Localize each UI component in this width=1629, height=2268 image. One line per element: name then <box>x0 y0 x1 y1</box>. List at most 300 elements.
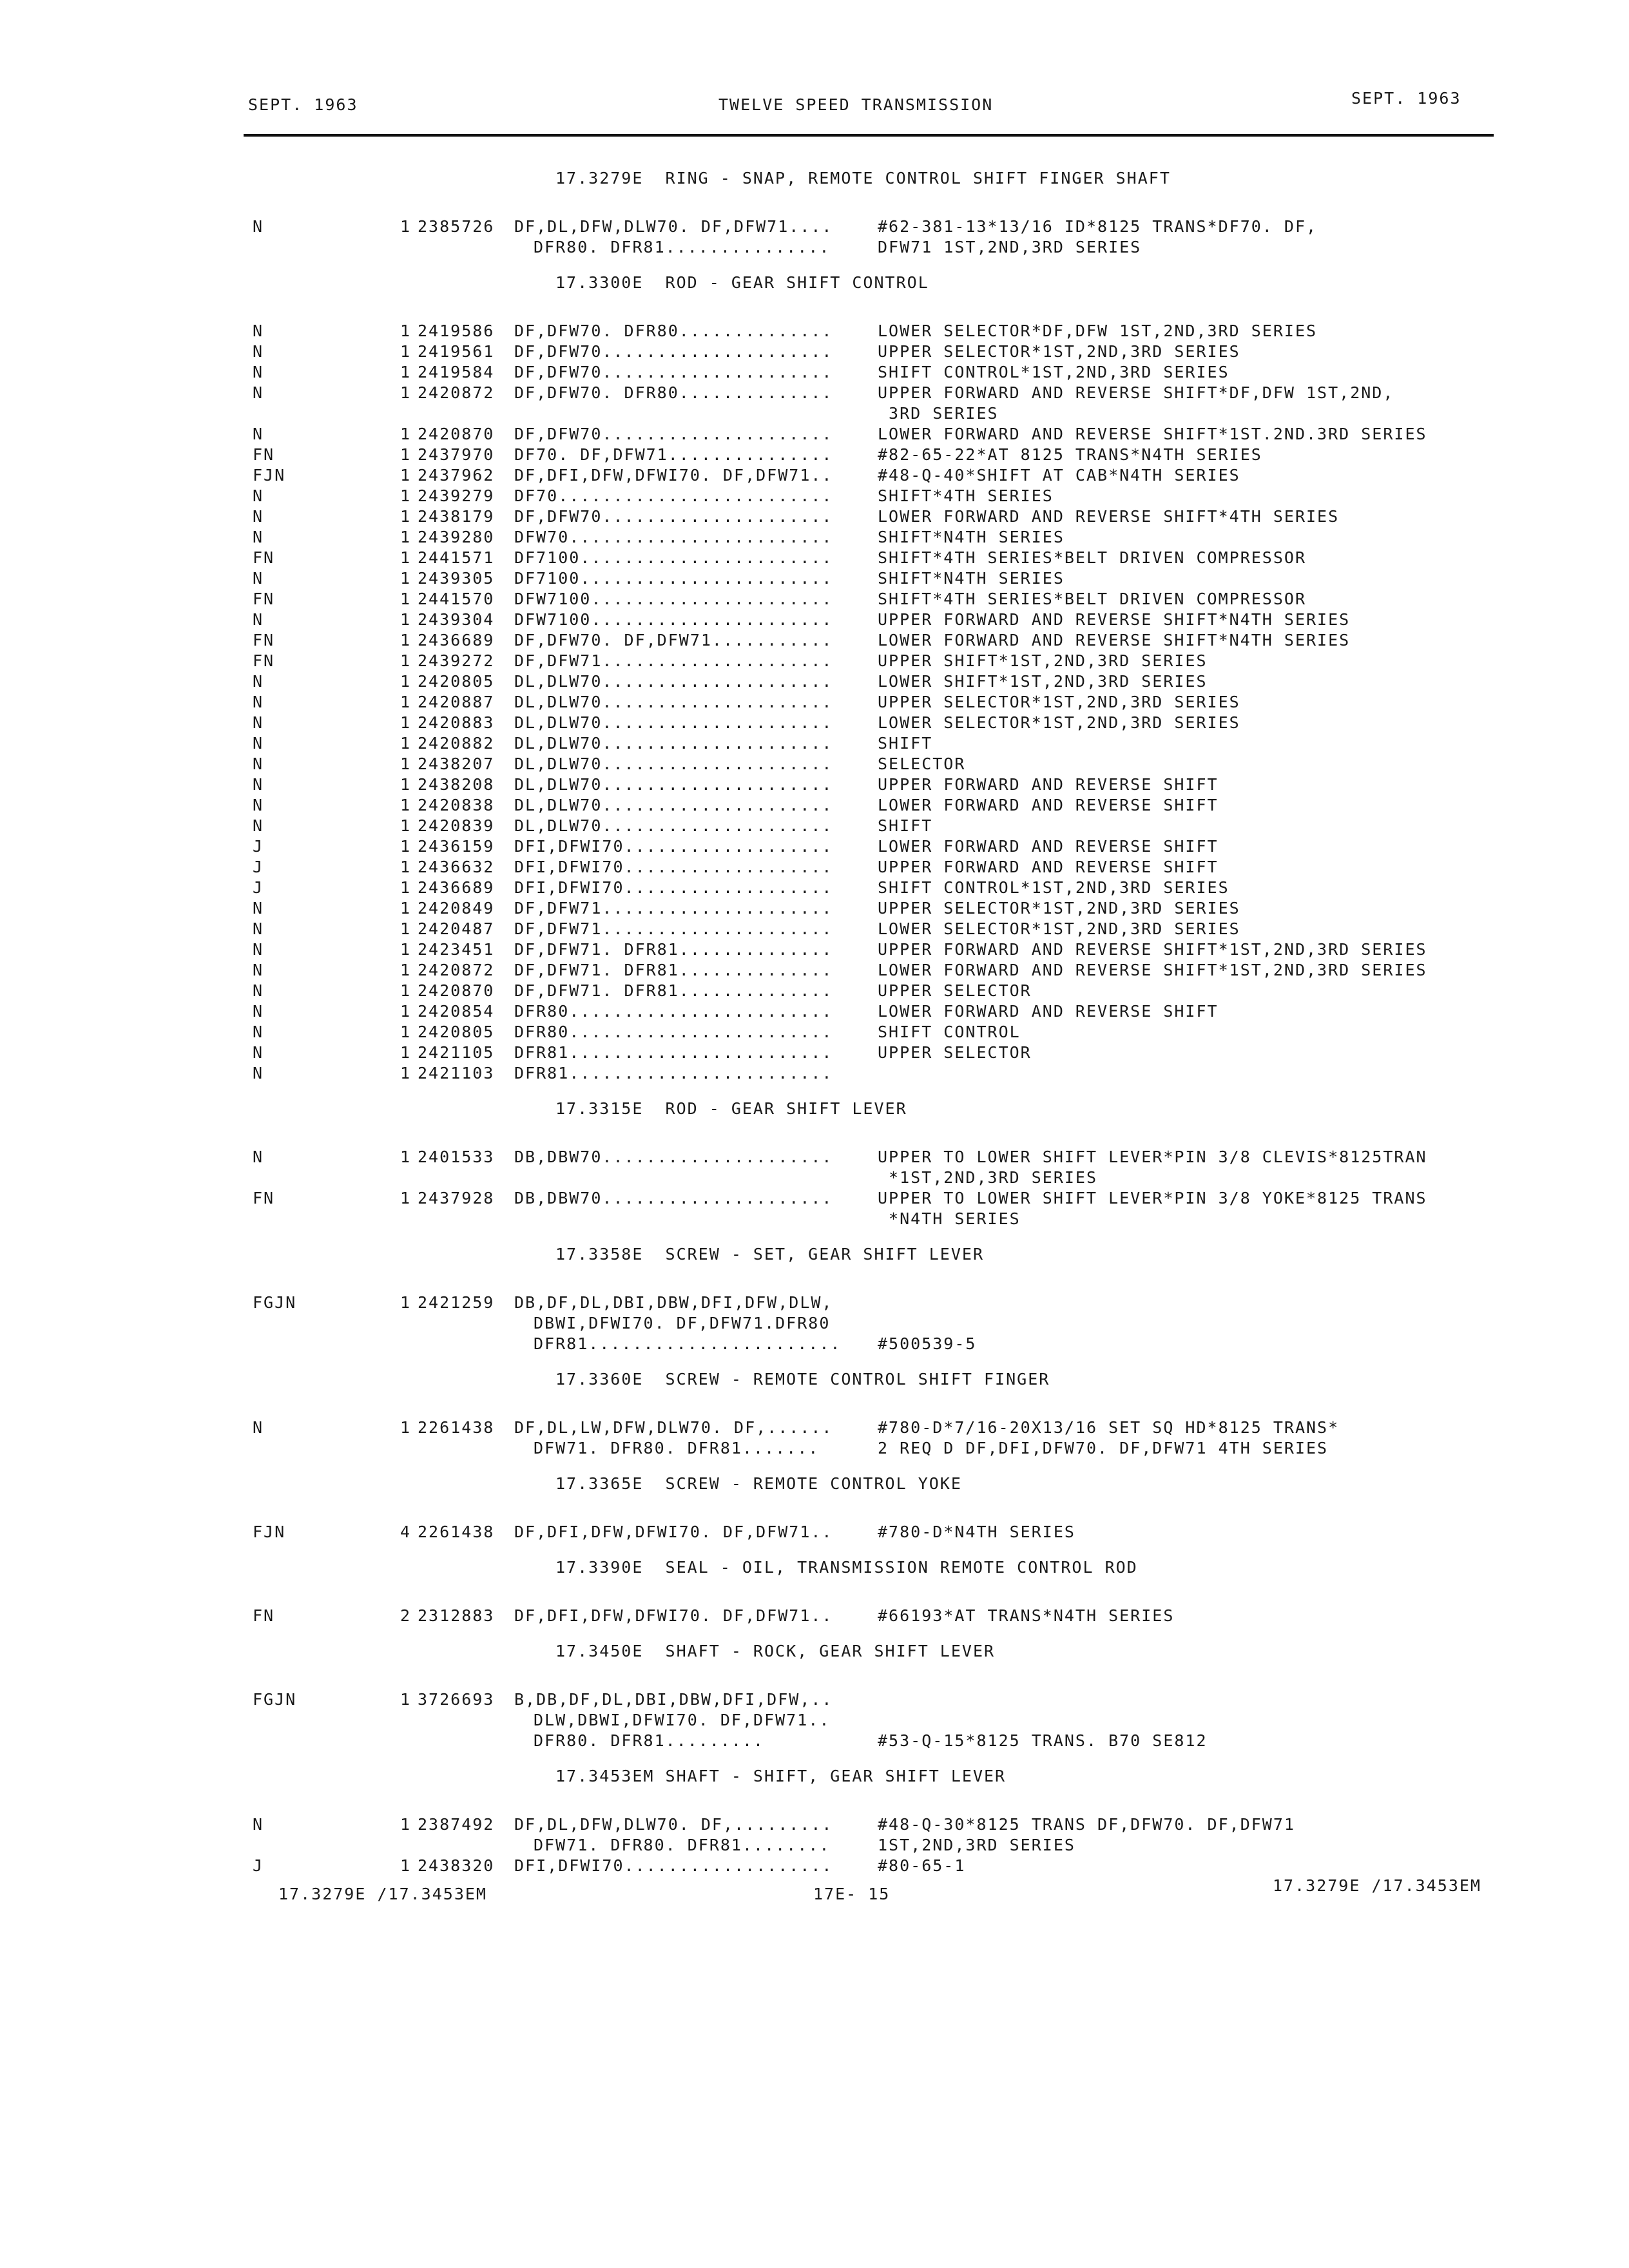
part-row <box>0 1689 1629 1710</box>
part-row-continuation <box>0 1710 1629 1731</box>
part-part: 2438320 <box>418 1856 495 1875</box>
part-qty: 1 <box>400 858 411 876</box>
part-row <box>0 919 1629 939</box>
part-app: DFR81........................ <box>514 1043 833 1062</box>
header-date-right: SEPT. 1963 <box>1351 89 1461 108</box>
part-desc: #48-Q-30*8125 TRANS DF,DFW70. DF,DFW71 <box>878 1815 1295 1834</box>
part-desc: LOWER FORWARD AND REVERSE SHIFT*1ST,2ND,3RD SERIES <box>878 961 1427 979</box>
section-title: 17.3358E SCREW - SET, GEAR SHIFT LEVER <box>555 1245 984 1264</box>
part-app: DFI,DFWI70................... <box>514 1856 833 1875</box>
part-row <box>0 1293 1629 1313</box>
part-app: DFI,DFWI70................... <box>514 858 833 876</box>
part-app: DF70......................... <box>514 486 833 505</box>
part-qty: 1 <box>400 610 411 629</box>
part-part: 2420838 <box>418 796 495 814</box>
part-desc: LOWER FORWARD AND REVERSE SHIFT*1ST.2ND.3RD SERIES <box>878 425 1427 443</box>
part-desc: LOWER SELECTOR*1ST,2ND,3RD SERIES <box>878 919 1240 938</box>
part-part: 2419586 <box>418 322 495 340</box>
part-desc: LOWER FORWARD AND REVERSE SHIFT <box>878 837 1219 856</box>
part-app: DL,DLW70..................... <box>514 816 833 835</box>
part-desc: #66193*AT TRANS*N4TH SERIES <box>878 1606 1175 1625</box>
part-qty: 1 <box>400 940 411 959</box>
part-qty: 1 <box>400 631 411 649</box>
part-app: DFR80. DFR81......... <box>534 1731 765 1750</box>
part-part: 2438207 <box>418 754 495 773</box>
part-app: DB,DF,DL,DBI,DBW,DFI,DFW,DLW, <box>514 1293 833 1312</box>
part-desc: SHIFT*N4TH SERIES <box>878 569 1065 588</box>
part-desc: #780-D*7/16-20X13/16 SET SQ HD*8125 TRANS* <box>878 1418 1340 1437</box>
part-desc: SHIFT CONTROL <box>878 1023 1021 1041</box>
part-qty: 1 <box>400 837 411 856</box>
parts-list <box>0 153 1629 1876</box>
part-app: DFR81....................... <box>534 1334 842 1353</box>
part-qty: 1 <box>400 878 411 897</box>
part-qty: 1 <box>400 713 411 732</box>
part-part: 2438208 <box>418 775 495 794</box>
part-row <box>0 486 1629 506</box>
part-code: FN <box>253 1606 275 1625</box>
part-qty: 1 <box>400 1189 411 1207</box>
part-code: N <box>253 713 264 732</box>
part-app: DF,DFW70. DFR80.............. <box>514 383 833 402</box>
part-app: DF,DFW70. DF,DFW71........... <box>514 631 833 649</box>
part-part: 2419561 <box>418 342 495 361</box>
part-app: DFI,DFWI70................... <box>514 837 833 856</box>
part-code: N <box>253 1064 264 1082</box>
part-row-continuation <box>0 1313 1629 1334</box>
part-part: 2420883 <box>418 713 495 732</box>
header-title: TWELVE SPEED TRANSMISSION <box>718 95 994 114</box>
part-row <box>0 1814 1629 1835</box>
part-row <box>0 713 1629 733</box>
part-code: FN <box>253 651 275 670</box>
part-desc: #500539-5 <box>878 1334 977 1353</box>
parts-section <box>0 1555 1629 1626</box>
part-row-continuation <box>0 237 1629 258</box>
part-part: 2312883 <box>418 1606 495 1625</box>
part-part: 2385726 <box>418 217 495 236</box>
part-desc: #48-Q-40*SHIFT AT CAB*N4TH SERIES <box>878 466 1240 485</box>
part-app: DF,DFI,DFW,DFWI70. DF,DFW71.. <box>514 466 833 485</box>
part-row <box>0 1606 1629 1626</box>
part-part: 2420854 <box>418 1002 495 1021</box>
part-desc: UPPER FORWARD AND REVERSE SHIFT*DF,DFW 1ST,2ND, <box>878 383 1394 402</box>
part-row <box>0 1188 1629 1209</box>
part-qty: 1 <box>400 754 411 773</box>
part-desc: UPPER FORWARD AND REVERSE SHIFT*1ST,2ND,3RD SERIES <box>878 940 1427 959</box>
part-desc: #53-Q-15*8125 TRANS. B70 SE812 <box>878 1731 1208 1750</box>
parts-section <box>0 166 1629 258</box>
part-row <box>0 795 1629 816</box>
part-part: 2436689 <box>418 878 495 897</box>
part-desc: SHIFT CONTROL*1ST,2ND,3RD SERIES <box>878 363 1229 381</box>
part-app: DL,DLW70..................... <box>514 713 833 732</box>
part-code: N <box>253 693 264 711</box>
part-qty: 1 <box>400 981 411 1000</box>
part-code: FN <box>253 445 275 464</box>
part-app: DF70. DF,DFW71............... <box>514 445 833 464</box>
part-row <box>0 445 1629 465</box>
part-code: N <box>253 919 264 938</box>
part-qty: 1 <box>400 796 411 814</box>
part-desc: LOWER FORWARD AND REVERSE SHIFT*4TH SERIES <box>878 507 1340 526</box>
part-desc: SHIFT CONTROL*1ST,2ND,3RD SERIES <box>878 878 1229 897</box>
part-row <box>0 898 1629 919</box>
part-qty: 1 <box>400 672 411 691</box>
part-app: DF,DFI,DFW,DFWI70. DF,DFW71.. <box>514 1523 833 1541</box>
part-row <box>0 341 1629 362</box>
parts-section <box>0 1367 1629 1459</box>
part-app: DF,DL,DFW,DLW70. DF,......... <box>514 1815 833 1834</box>
part-qty: 1 <box>400 1293 411 1312</box>
part-part: 2420887 <box>418 693 495 711</box>
part-desc: 1ST,2ND,3RD SERIES <box>878 1836 1075 1854</box>
part-row <box>0 216 1629 237</box>
part-desc: LOWER FORWARD AND REVERSE SHIFT*N4TH SERIES <box>878 631 1351 649</box>
part-code: N <box>253 981 264 1000</box>
part-desc: UPPER SELECTOR*1ST,2ND,3RD SERIES <box>878 342 1240 361</box>
parts-section <box>0 271 1629 1084</box>
part-app: DFW70........................ <box>514 528 833 546</box>
part-desc: SHIFT*4TH SERIES*BELT DRIVEN COMPRESSOR <box>878 548 1306 567</box>
part-desc: UPPER SELECTOR*1ST,2ND,3RD SERIES <box>878 899 1240 918</box>
part-part: 2420849 <box>418 899 495 918</box>
part-app: DFI,DFWI70................... <box>514 878 833 897</box>
part-code: FJN <box>253 1523 286 1541</box>
part-part: 2436689 <box>418 631 495 649</box>
part-code: N <box>253 342 264 361</box>
part-code: FGJN <box>253 1690 297 1709</box>
part-row <box>0 383 1629 403</box>
part-part: 2420870 <box>418 981 495 1000</box>
parts-section <box>0 1639 1629 1751</box>
part-part: 2437962 <box>418 466 495 485</box>
part-row <box>0 527 1629 548</box>
part-code: FN <box>253 1189 275 1207</box>
part-part: 2439304 <box>418 610 495 629</box>
part-part: 2420872 <box>418 383 495 402</box>
part-row <box>0 1063 1629 1084</box>
part-desc: SHIFT*N4TH SERIES <box>878 528 1065 546</box>
part-part: 2437928 <box>418 1189 495 1207</box>
part-part: 2420805 <box>418 1023 495 1041</box>
part-part: 2421103 <box>418 1064 495 1082</box>
part-code: N <box>253 754 264 773</box>
part-app: DFW71. DFR80. DFR81....... <box>534 1439 820 1457</box>
part-part: 2438179 <box>418 507 495 526</box>
part-app: DF,DFI,DFW,DFWI70. DF,DFW71.. <box>514 1606 833 1625</box>
part-desc: LOWER FORWARD AND REVERSE SHIFT <box>878 796 1219 814</box>
part-app: DL,DLW70..................... <box>514 693 833 711</box>
part-qty: 1 <box>400 363 411 381</box>
part-row <box>0 733 1629 754</box>
part-desc: *1ST,2ND,3RD SERIES <box>878 1168 1098 1187</box>
part-app: DFW71. DFR80. DFR81........ <box>534 1836 831 1854</box>
part-code: N <box>253 775 264 794</box>
part-code: N <box>253 425 264 443</box>
part-app: DFR81........................ <box>514 1064 833 1082</box>
part-desc: SHIFT <box>878 734 933 753</box>
part-desc: SHIFT*4TH SERIES <box>878 486 1054 505</box>
part-code: FN <box>253 548 275 567</box>
section-title: 17.3453EM SHAFT - SHIFT, GEAR SHIFT LEVER <box>555 1767 1007 1785</box>
part-qty: 1 <box>400 651 411 670</box>
part-row <box>0 362 1629 383</box>
part-desc: UPPER SHIFT*1ST,2ND,3RD SERIES <box>878 651 1208 670</box>
part-row <box>0 424 1629 445</box>
part-part: 2436632 <box>418 858 495 876</box>
part-code: N <box>253 569 264 588</box>
part-code: FN <box>253 590 275 608</box>
part-row <box>0 506 1629 527</box>
part-row <box>0 589 1629 610</box>
section-title: 17.3300E ROD - GEAR SHIFT CONTROL <box>555 273 929 292</box>
part-row <box>0 1856 1629 1876</box>
part-qty: 1 <box>400 528 411 546</box>
part-row <box>0 981 1629 1001</box>
part-row <box>0 1001 1629 1022</box>
part-qty: 1 <box>400 466 411 485</box>
part-code: N <box>253 1002 264 1021</box>
part-part: 2420805 <box>418 672 495 691</box>
part-qty: 1 <box>400 322 411 340</box>
part-row <box>0 1418 1629 1438</box>
part-row <box>0 671 1629 692</box>
part-part: 2423451 <box>418 940 495 959</box>
part-app: DL,DLW70..................... <box>514 775 833 794</box>
part-app: DL,DLW70..................... <box>514 796 833 814</box>
part-app: DL,DLW70..................... <box>514 734 833 753</box>
part-code: N <box>253 528 264 546</box>
part-code: N <box>253 383 264 402</box>
part-qty: 1 <box>400 919 411 938</box>
part-code: N <box>253 1418 264 1437</box>
part-part: 2439305 <box>418 569 495 588</box>
part-qty: 1 <box>400 1418 411 1437</box>
part-app: DBWI,DFWI70. DF,DFW71.DFR80 <box>534 1314 831 1332</box>
part-row <box>0 692 1629 713</box>
part-app: DL,DLW70..................... <box>514 754 833 773</box>
part-code: N <box>253 507 264 526</box>
part-qty: 1 <box>400 342 411 361</box>
part-code: J <box>253 837 264 856</box>
part-desc: 2 REQ D DF,DFI,DFW70. DF,DFW71 4TH SERIES <box>878 1439 1329 1457</box>
part-row <box>0 836 1629 857</box>
part-row-continuation <box>0 1334 1629 1354</box>
part-part: 2439280 <box>418 528 495 546</box>
part-code: N <box>253 796 264 814</box>
part-code: J <box>253 858 264 876</box>
part-desc: SELECTOR <box>878 754 966 773</box>
part-qty: 1 <box>400 548 411 567</box>
part-desc: LOWER SELECTOR*1ST,2ND,3RD SERIES <box>878 713 1240 732</box>
part-qty: 1 <box>400 1856 411 1875</box>
part-part: 2421105 <box>418 1043 495 1062</box>
part-part: 2401533 <box>418 1148 495 1166</box>
part-row <box>0 878 1629 898</box>
part-row-continuation <box>0 403 1629 424</box>
part-qty: 1 <box>400 590 411 608</box>
part-app: DB,DBW70..................... <box>514 1189 833 1207</box>
part-part: 2420882 <box>418 734 495 753</box>
part-app: DLW,DBWI,DFWI70. DF,DFW71.. <box>534 1711 831 1729</box>
part-qty: 1 <box>400 961 411 979</box>
part-qty: 1 <box>400 425 411 443</box>
part-code: N <box>253 940 264 959</box>
part-app: DL,DLW70..................... <box>514 672 833 691</box>
part-qty: 1 <box>400 816 411 835</box>
part-part: 2439279 <box>418 486 495 505</box>
part-code: N <box>253 610 264 629</box>
part-qty: 1 <box>400 734 411 753</box>
part-app: DFW7100...................... <box>514 590 833 608</box>
part-code: FGJN <box>253 1293 297 1312</box>
part-part: 2419584 <box>418 363 495 381</box>
part-qty: 1 <box>400 693 411 711</box>
part-qty: 2 <box>400 1606 411 1625</box>
part-part: 2441571 <box>418 548 495 567</box>
part-desc: UPPER FORWARD AND REVERSE SHIFT <box>878 775 1219 794</box>
part-desc: UPPER SELECTOR <box>878 981 1032 1000</box>
part-code: N <box>253 899 264 918</box>
section-title: 17.3365E SCREW - REMOTE CONTROL YOKE <box>555 1474 962 1493</box>
part-code: J <box>253 1856 264 1875</box>
part-desc: UPPER FORWARD AND REVERSE SHIFT*N4TH SERIES <box>878 610 1351 629</box>
footer-range-left: 17.3279E /17.3453EM <box>278 1885 487 1903</box>
part-row-continuation <box>0 1835 1629 1856</box>
part-app: DFR80. DFR81............... <box>534 238 831 256</box>
part-app: DF,DFW71..................... <box>514 919 833 938</box>
part-qty: 1 <box>400 486 411 505</box>
part-part: 2420872 <box>418 961 495 979</box>
part-app: DF,DFW71. DFR81.............. <box>514 961 833 979</box>
part-app: DF,DFW71. DFR81.............. <box>514 940 833 959</box>
part-row <box>0 465 1629 486</box>
part-app: B,DB,DF,DL,DBI,DBW,DFI,DFW,.. <box>514 1690 833 1709</box>
part-part: 2420870 <box>418 425 495 443</box>
parts-section <box>0 1242 1629 1354</box>
part-qty: 1 <box>400 1815 411 1834</box>
part-app: DFR80........................ <box>514 1002 833 1021</box>
part-app: DFR80........................ <box>514 1023 833 1041</box>
part-qty: 1 <box>400 899 411 918</box>
part-part: 2437970 <box>418 445 495 464</box>
part-qty: 1 <box>400 1064 411 1082</box>
part-qty: 1 <box>400 445 411 464</box>
section-title: 17.3450E SHAFT - ROCK, GEAR SHIFT LEVER <box>555 1642 996 1660</box>
part-app: DF,DFW70..................... <box>514 342 833 361</box>
part-row-continuation <box>0 1731 1629 1751</box>
part-app: DF7100....................... <box>514 548 833 567</box>
part-qty: 1 <box>400 1690 411 1709</box>
part-desc: 3RD SERIES <box>878 404 999 423</box>
footer-range-right: 17.3279E /17.3453EM <box>1273 1876 1481 1895</box>
part-desc: SHIFT*4TH SERIES*BELT DRIVEN COMPRESSOR <box>878 590 1306 608</box>
part-code: N <box>253 322 264 340</box>
part-code: N <box>253 961 264 979</box>
part-part: 2387492 <box>418 1815 495 1834</box>
section-title: 17.3360E SCREW - REMOTE CONTROL SHIFT FINGER <box>555 1370 1050 1389</box>
part-desc: UPPER TO LOWER SHIFT LEVER*PIN 3/8 YOKE*8125 TRANS <box>878 1189 1427 1207</box>
part-code: N <box>253 1148 264 1166</box>
part-row <box>0 651 1629 671</box>
part-qty: 1 <box>400 217 411 236</box>
part-desc: LOWER SELECTOR*DF,DFW 1ST,2ND,3RD SERIES <box>878 322 1318 340</box>
part-row <box>0 321 1629 341</box>
section-title: 17.3390E SEAL - OIL, TRANSMISSION REMOTE CONTROL ROD <box>555 1558 1138 1577</box>
part-desc: SHIFT <box>878 816 933 835</box>
part-qty: 1 <box>400 775 411 794</box>
part-row <box>0 816 1629 836</box>
section-title: 17.3315E ROD - GEAR SHIFT LEVER <box>555 1099 907 1118</box>
header-date-left: SEPT. 1963 <box>248 95 358 114</box>
part-code: FN <box>253 631 275 649</box>
part-code: N <box>253 734 264 753</box>
part-part: 2261438 <box>418 1523 495 1541</box>
part-app: DF,DFW70..................... <box>514 363 833 381</box>
header-rule <box>244 134 1494 137</box>
part-desc: #780-D*N4TH SERIES <box>878 1523 1075 1541</box>
part-row-continuation <box>0 1209 1629 1229</box>
parts-section <box>0 1764 1629 1876</box>
part-part: 3726693 <box>418 1690 495 1709</box>
part-row <box>0 857 1629 878</box>
part-desc: LOWER SHIFT*1ST,2ND,3RD SERIES <box>878 672 1208 691</box>
part-desc: UPPER FORWARD AND REVERSE SHIFT <box>878 858 1219 876</box>
part-part: 2420839 <box>418 816 495 835</box>
part-part: 2439272 <box>418 651 495 670</box>
part-row <box>0 1522 1629 1542</box>
part-qty: 4 <box>400 1523 411 1541</box>
part-desc: *N4TH SERIES <box>878 1209 1021 1228</box>
part-code: J <box>253 878 264 897</box>
part-desc: #80-65-1 <box>878 1856 966 1875</box>
part-qty: 1 <box>400 1023 411 1041</box>
part-app: DF,DFW71..................... <box>514 899 833 918</box>
part-desc: UPPER SELECTOR <box>878 1043 1032 1062</box>
part-row <box>0 960 1629 981</box>
part-code: N <box>253 816 264 835</box>
part-desc: UPPER TO LOWER SHIFT LEVER*PIN 3/8 CLEVIS*8125TRAN <box>878 1148 1427 1166</box>
parts-section <box>0 1472 1629 1542</box>
part-row <box>0 1147 1629 1168</box>
part-app: DF,DFW71. DFR81.............. <box>514 981 833 1000</box>
part-desc: UPPER SELECTOR*1ST,2ND,3RD SERIES <box>878 693 1240 711</box>
part-qty: 1 <box>400 1043 411 1062</box>
part-qty: 1 <box>400 1148 411 1166</box>
part-row <box>0 630 1629 651</box>
part-code: N <box>253 486 264 505</box>
part-row <box>0 610 1629 630</box>
part-row <box>0 754 1629 774</box>
part-qty: 1 <box>400 569 411 588</box>
part-row <box>0 548 1629 568</box>
part-row <box>0 774 1629 795</box>
footer-page-number: 17E- 15 <box>813 1885 891 1903</box>
part-row-continuation <box>0 1438 1629 1459</box>
part-row <box>0 1022 1629 1043</box>
part-row-continuation <box>0 1168 1629 1188</box>
part-code: N <box>253 1023 264 1041</box>
part-code: N <box>253 363 264 381</box>
part-code: N <box>253 1815 264 1834</box>
part-row <box>0 568 1629 589</box>
part-code: FJN <box>253 466 286 485</box>
parts-section <box>0 1097 1629 1229</box>
part-app: DF,DL,LW,DFW,DLW70. DF,...... <box>514 1418 833 1437</box>
part-app: DF,DL,DFW,DLW70. DF,DFW71.... <box>514 217 833 236</box>
part-app: DF,DFW71..................... <box>514 651 833 670</box>
